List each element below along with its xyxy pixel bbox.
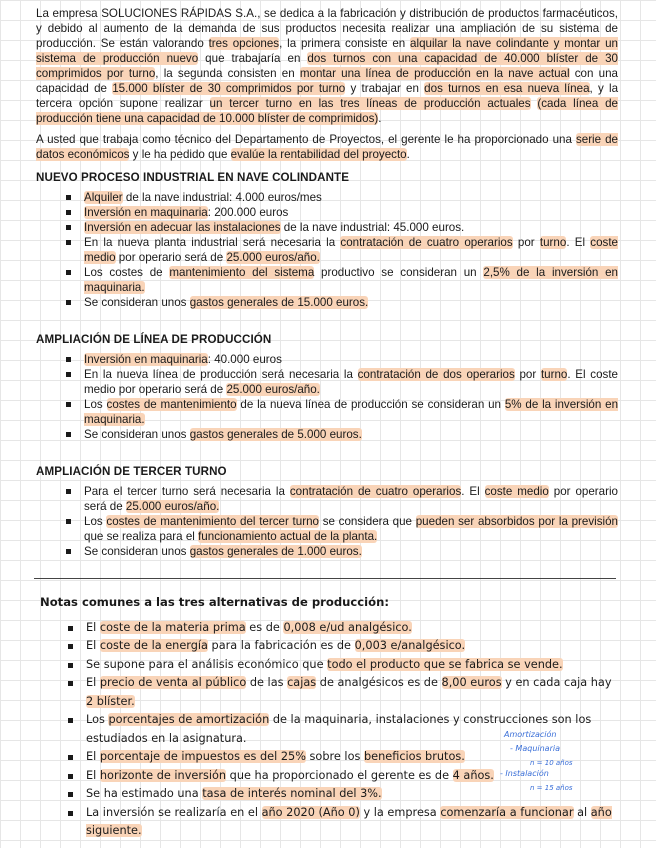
text-segment: con una capacidad de: [36, 67, 618, 95]
highlighted-text: Alquiler: [84, 191, 123, 204]
section-title: AMPLIACIÓN DE LÍNEA DE PRODUCCIÓN: [36, 333, 272, 346]
text-segment: El: [86, 768, 100, 782]
list-item: [36, 235, 618, 265]
highlighted-text: un tercer turno en las tres líneas de producción actuales: [209, 97, 531, 110]
highlighted-text: mantenimiento del sistema: [169, 266, 315, 279]
highlighted-text: (cada línea de producción tiene una capacidad de 10.000 blíster de comprimidos): [36, 97, 618, 125]
highlighted-text: turno: [540, 368, 568, 381]
highlighted-text: Inversión en adecuar las instalaciones: [84, 221, 281, 234]
text-segment: y le ha pedido que: [129, 148, 231, 161]
text-segment: de la nave industrial: 45.000 euros.: [280, 221, 465, 234]
highlighted-text: precio de venta al público: [99, 676, 247, 689]
list-item: [34, 637, 616, 656]
text-segment: . El coste medio por operario será de: [84, 368, 618, 396]
list-item: [36, 427, 618, 442]
list-item: [36, 265, 618, 295]
text-segment: Se consideran unos: [84, 296, 190, 309]
text-segment: Se consideran unos: [84, 428, 190, 441]
handwritten-note-2: - Maquinaria: [510, 744, 560, 753]
section-items: [36, 484, 618, 559]
text-segment: , y la tercera opción supone realizar: [36, 82, 619, 110]
text-segment: por operario será de: [115, 251, 227, 264]
highlighted-text: Inversión en maquinaria: [84, 206, 208, 219]
highlighted-text: contratación de cuatro operarios: [340, 236, 513, 249]
text-segment: El: [86, 620, 100, 634]
highlighted-text: turno: [539, 236, 567, 249]
text-segment: sobre los: [305, 750, 364, 763]
highlighted-text: 2 blíster.: [86, 694, 135, 708]
highlighted-text: dos turnos con una capacidad de 40.000 blíster de 30 comprimidos por turno: [36, 52, 618, 80]
text-segment: de la nave industrial: 4.000 euros/mes: [122, 191, 322, 204]
list-item: [36, 295, 618, 310]
text-segment: : 200.000 euros: [207, 206, 289, 219]
highlighted-text: contratación de dos operarios: [357, 368, 515, 381]
highlighted-text: cajas: [287, 676, 317, 689]
highlighted-text: 2,5% de la inversión en maquinaria.: [84, 266, 618, 294]
section-items: [36, 352, 618, 442]
text-segment: y trabajar en: [345, 82, 425, 95]
highlighted-text: coste medio: [484, 485, 549, 498]
list-item: [36, 352, 618, 367]
section-title: NUEVO PROCESO INDUSTRIAL EN NAVE COLINDANTE: [36, 171, 350, 184]
highlighted-text: porcentajes de amortización: [108, 713, 270, 726]
highlighted-text: contratación de cuatro operarios: [289, 485, 462, 498]
highlighted-text: 25.000 euros/año.: [125, 500, 220, 513]
highlighted-text: funcionamiento actual de la planta.: [198, 530, 378, 543]
list-item: [36, 484, 618, 514]
list-item: [34, 619, 616, 638]
text-segment: por: [514, 368, 541, 381]
text-segment: La empresa SOLUCIONES RÁPIDAS S.A., se dedica a la fabricación y distribución de productos farmacéuticos, y debido al aumento de la demanda de sus productos necesita realizar una ampliación de su sistema de producción. Se están valorando: [36, 7, 618, 50]
highlighted-text: costes de mantenimiento: [106, 398, 237, 411]
text-segment: por: [512, 236, 540, 249]
text-segment: .: [406, 148, 410, 161]
list-item: [36, 397, 618, 427]
text-segment: Para el tercer turno será necesaria la: [84, 485, 290, 498]
text-segment: es de: [245, 620, 284, 634]
text-segment: de las: [246, 676, 288, 689]
highlighted-text: 5% de la inversión en maquinaria.: [84, 398, 619, 426]
text-segment: y la empresa: [359, 805, 441, 819]
highlighted-text: año 2020 (Año 0): [261, 805, 360, 819]
list-item: [36, 190, 618, 205]
text-segment: : 40.000 euros: [207, 353, 282, 366]
section-tercer-turno: [36, 464, 618, 559]
text-segment: El: [86, 639, 100, 652]
list-item: [34, 656, 616, 675]
text-segment: La inversión se realizaría en el: [86, 805, 262, 819]
highlighted-text: coste de la materia prima: [99, 620, 246, 634]
highlighted-text: Inversión en maquinaria: [84, 353, 208, 366]
highlighted-text: beneficios brutos.: [363, 750, 465, 763]
highlighted-text: tasa de interés nominal del 3%.: [202, 787, 382, 800]
highlighted-text: 25.000 euros/año.: [226, 251, 320, 264]
highlighted-text: gastos generales de 1.000 euros.: [189, 545, 362, 558]
text-segment: El: [86, 676, 100, 689]
intro-paragraph-1: [36, 6, 618, 126]
highlighted-text: evalúe la rentabilidad del proyecto: [230, 148, 407, 161]
text-segment: que ha proporcionado el gerente es de: [226, 768, 453, 782]
list-item: [36, 367, 618, 397]
highlighted-text: pueden ser absorbidos por la previsión: [415, 515, 619, 528]
highlighted-text: coste medio: [84, 236, 618, 264]
handwritten-note-5: n = 15 años: [530, 784, 573, 792]
highlighted-text: porcentaje de impuestos es del 25%: [99, 750, 306, 763]
text-segment: Los: [86, 713, 109, 726]
highlighted-text: alquilar la nave colindante y montar un sistema de producción nuevo: [36, 37, 618, 65]
highlighted-text: 8,00 euros: [441, 676, 502, 689]
highlighted-text: comenzaría a funcionar: [440, 805, 574, 819]
text-segment: Los: [84, 398, 107, 411]
highlighted-text: 25.000 euros/año.: [226, 383, 320, 396]
highlighted-text: dos turnos en esa nueva línea: [424, 82, 590, 95]
handwritten-note-4: - Instalación: [500, 769, 549, 778]
text-segment: . El: [566, 236, 591, 249]
intro-paragraph-2: [36, 132, 618, 162]
text-segment: que trabajaría en: [198, 52, 308, 65]
highlighted-text: tres opciones: [208, 37, 280, 50]
highlighted-text: 0,003 e/analgésico.: [354, 639, 466, 652]
section-items: [36, 190, 618, 310]
highlighted-text: gastos generales de 5.000 euros.: [189, 428, 362, 441]
text-segment: En la nueva línea de producción será necesaria la: [84, 368, 358, 381]
handwritten-note-3: n = 10 años: [530, 759, 573, 767]
text-segment: por operario será de: [84, 485, 618, 513]
text-segment: al: [573, 805, 591, 819]
section-nave-colindante: [36, 170, 618, 310]
notes-title: Notas comunes a las tres alternativas de producción:: [40, 595, 389, 609]
text-segment: , la primera consiste en: [279, 37, 411, 50]
text-segment: productivo se consideran un: [314, 266, 484, 279]
highlighted-text: 4 años.: [452, 768, 494, 782]
text-segment: que se realiza para el: [84, 530, 199, 543]
highlighted-text: montar una línea de producción en la nave actual: [299, 67, 570, 80]
list-item: [36, 544, 618, 559]
text-segment: Se consideran unos: [84, 545, 190, 558]
list-item: [36, 220, 618, 235]
text-segment: Los costes de: [84, 266, 170, 279]
highlighted-text: gastos generales de 15.000 euros.: [189, 296, 369, 309]
text-segment: En la nueva planta industrial será necesaria la: [84, 236, 341, 249]
section-title: AMPLIACIÓN DE TERCER TURNO: [36, 465, 227, 478]
text-segment: .: [378, 112, 382, 125]
highlighted-text: costes de mantenimiento del tercer turno: [106, 515, 319, 528]
text-segment: A usted que trabaja como técnico del Departamento de Proyectos, el gerente le ha proporcionado una: [36, 133, 576, 146]
highlighted-text: todo el producto que se fabrica se vende.: [327, 657, 563, 671]
highlighted-text: 0,008 e/ud analgésico.: [283, 620, 412, 634]
text-segment: de la maquinaria, instalaciones y construcciones son los estudiados en la asignatura.: [86, 713, 592, 745]
problem-statement: [36, 6, 618, 567]
text-segment: se considera que: [319, 515, 416, 528]
highlighted-text: 15.000 blíster de 30 comprimidos por turno: [112, 82, 346, 95]
highlighted-text: coste de la energía: [99, 639, 208, 652]
text-segment: Se ha estimado una: [86, 787, 203, 800]
text-segment: El: [86, 750, 100, 763]
list-item: [34, 785, 616, 804]
text-segment: . El: [461, 485, 485, 498]
list-item: [36, 205, 618, 220]
text-segment: , la segunda consisten en: [155, 67, 300, 80]
list-item: [34, 674, 616, 711]
text-segment: de la nueva línea de producción se consideran un: [236, 398, 505, 411]
text-segment: Los: [84, 515, 107, 528]
text-segment: y en cada caja hay: [501, 676, 612, 689]
highlighted-text: horizonte de inversión: [99, 768, 227, 782]
text-segment: de analgésicos es de: [316, 676, 442, 689]
highlighted-text: serie de datos económicos: [36, 133, 618, 161]
text-segment: Se supone para el análisis económico que: [86, 657, 328, 671]
handwritten-note-1: Amortización: [504, 730, 557, 739]
highlighted-text: año siguiente.: [86, 805, 612, 837]
list-item: [34, 804, 616, 841]
section-linea-produccion: [36, 332, 618, 442]
text-segment: para la fabricación es de: [207, 639, 355, 652]
common-notes: [34, 578, 616, 841]
list-item: [36, 514, 618, 544]
